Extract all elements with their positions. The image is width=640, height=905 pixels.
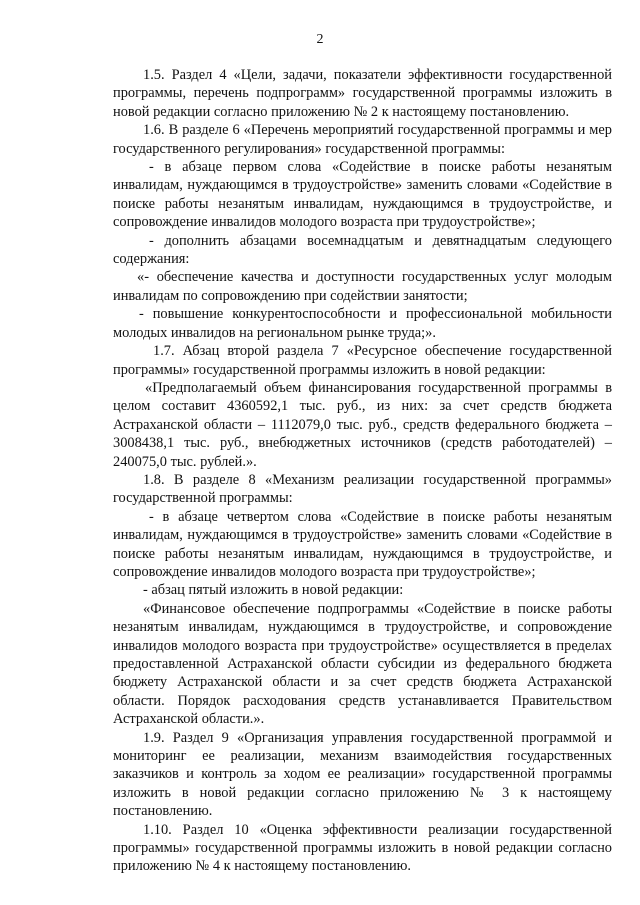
paragraph-1-8-item-fourth: - в абзаце четвертом слова «Содействие в поиске работы незанятым инвалидам, нуждающимся в трудоустройстве» заменить словами «Содействие в поиске работы незанятым инвалидам, нуждающимся в трудоустройстве, и сопровождение инвалидов молодого возраста при трудоустройстве»; bbox=[113, 508, 612, 580]
paragraph-1-7-quote: «Предполагаемый объем финансирования государственной программы в целом составит 4360592,1 тыс. руб., из них: за счет средств бюджета Астраханской области – 1112079,0 тыс. руб., средств федерального бюджета – 3008438,1 тыс. руб., внебюджетных источников (средств работодателей) – 240075,0 тыс. рублей.». bbox=[113, 379, 612, 470]
paragraph-1-6-quote-1: «- обеспечение качества и доступности государственных услуг молодым инвалидам по сопровождению при содействии занятости; bbox=[113, 269, 612, 304]
document-body bbox=[113, 66, 612, 876]
paragraph-1-8: 1.8. В разделе 8 «Механизм реализации государственной программы» государственной программы: bbox=[113, 471, 612, 507]
paragraph-1-8-item-fifth: - абзац пятый изложить в новой редакции: bbox=[143, 582, 404, 599]
paragraph-1-6-quote-2: - повышение конкурентоспособности и профессиональной мобильности молодых инвалидов на региональном рынке труда;». bbox=[113, 306, 612, 341]
page-number: 2 bbox=[316, 32, 324, 47]
paragraph-1-5: 1.5. Раздел 4 «Цели, задачи, показатели эффективности государственной программы, перечень подпрограмм» государственной программы изложить в новой редакции согласно приложению № 2 к настоящему постановлению. bbox=[113, 67, 612, 120]
paragraph-1-6: 1.6. В разделе 6 «Перечень мероприятий государственной программы и мер государственного регулирования» государственной программы: bbox=[113, 122, 612, 157]
paragraph-1-8-quote: «Финансовое обеспечение подпрограммы «Содействие в поиске работы незанятым инвалидам, нуждающимся в трудоустройстве, и сопровождение инвалидов молодого возраста при трудоустройстве» осуществляется в пределах предоставленной Астраханской области субсидии из федерального бюджета бюджету Астраханской области и за счет средств бюджета Астраханской области. Порядок расходования средств устанавливается Правительством Астраханской области.». bbox=[113, 600, 612, 728]
paragraph-1-7: 1.7. Абзац второй раздела 7 «Ресурсное обеспечение государственной программы» государственной программы изложить в новой редакции: bbox=[113, 343, 612, 378]
paragraph-1-10: 1.10. Раздел 10 «Оценка эффективности реализации государственной программы» государственной программы изложить в новой редакции согласно приложению № 4 к настоящему постановлению. bbox=[113, 821, 612, 875]
paragraph-1-9: 1.9. Раздел 9 «Организация управления государственной программой и мониторинг ее реализации, механизм взаимодействия государственных заказчиков и контроль за ходом ее реализации» государственной программы изложить в новой редакции согласно приложению № 3 к настоящему постановлению. bbox=[113, 729, 612, 820]
paragraph-1-6-item-add: - дополнить абзацами восемнадцатым и девятнадцатым следующего содержания: bbox=[113, 232, 612, 268]
paragraph-1-6-item-first: - в абзаце первом слова «Содействие в поиске работы незанятым инвалидам, нуждающимся в трудоустройстве» заменить словами «Содействие в поиске работы незанятым инвалидам, нуждающимся в трудоустройстве, и сопровождение инвалидов молодого возраста при трудоустройстве»; bbox=[113, 159, 612, 231]
